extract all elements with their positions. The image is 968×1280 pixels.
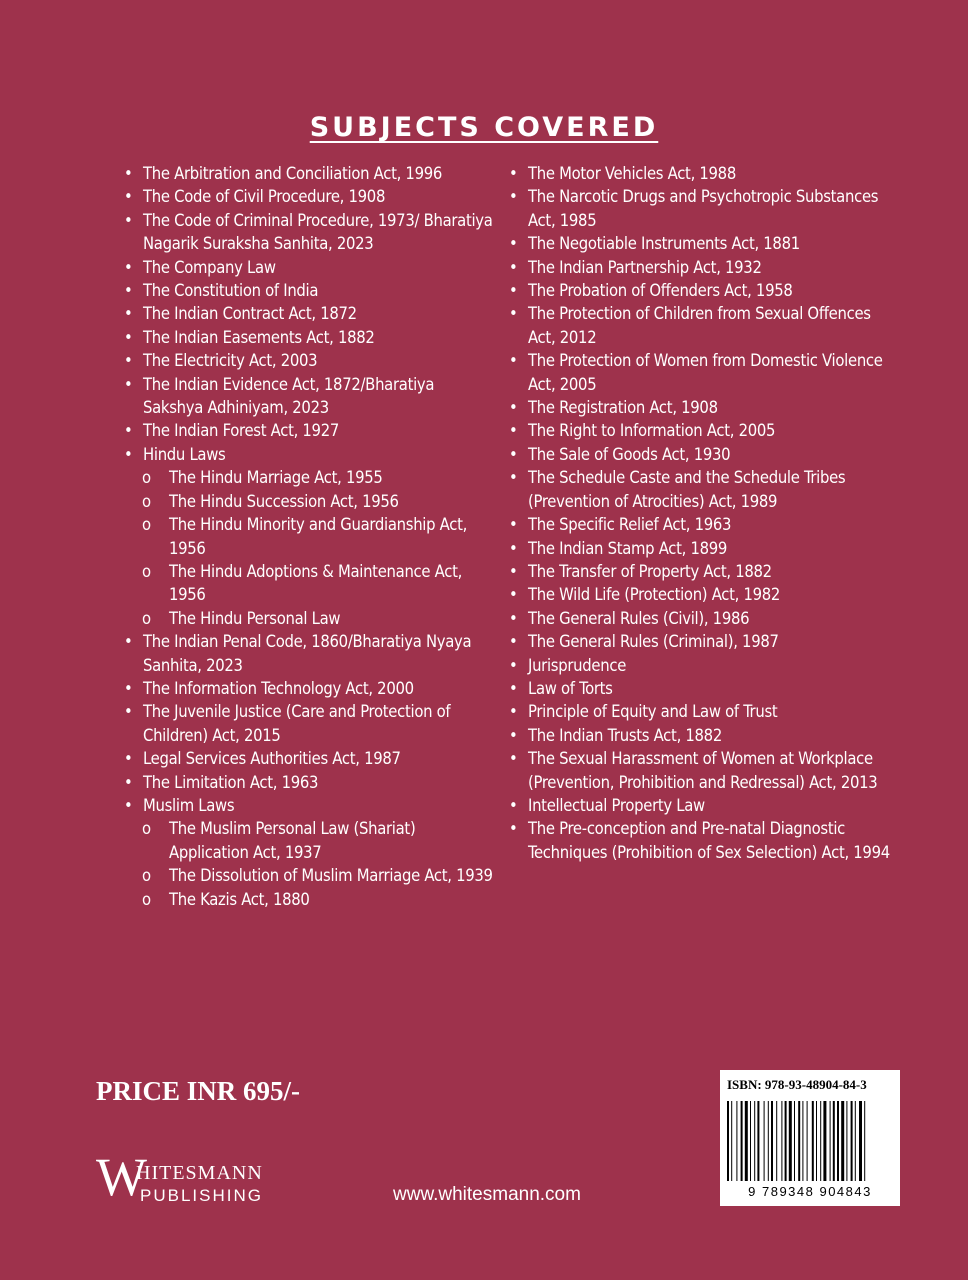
barcode-bar <box>785 1101 787 1181</box>
list-item: • The Indian Trusts Act, 1882 <box>507 724 897 747</box>
sub-list-item: o The Hindu Adoptions & Maintenance Act, 1956 <box>122 560 494 607</box>
list-item: • The Protection of Women from Domestic Violence Act, 2005 <box>507 349 897 396</box>
barcode-bar <box>776 1101 777 1181</box>
barcode-bar <box>794 1101 795 1181</box>
logo-initial: W <box>96 1147 147 1207</box>
barcode-bar <box>812 1101 814 1181</box>
list-item: • Principle of Equity and Law of Trust <box>507 700 897 723</box>
barcode-bar <box>764 1101 765 1181</box>
subjects-list-right <box>507 162 897 864</box>
barcode-bar <box>841 1101 844 1181</box>
list-item: • The Indian Penal Code, 1860/Bharatiya Nyaya Sanhita, 2023 <box>122 630 494 677</box>
barcode-bar <box>807 1101 808 1181</box>
list-item: • The Sexual Harassment of Women at Workplace (Prevention, Prohibition and Redressal) Act, 2013 <box>507 747 897 794</box>
list-item: • Intellectual Property Law <box>507 794 897 817</box>
list-item: • The Registration Act, 1908 <box>507 396 897 419</box>
list-item: • The General Rules (Criminal), 1987 <box>507 630 897 653</box>
barcode-bar <box>741 1101 743 1181</box>
barcode-graphic <box>725 1101 895 1183</box>
list-item: • The General Rules (Civil), 1986 <box>507 607 897 630</box>
list-item: • The Wild Life (Protection) Act, 1982 <box>507 583 897 606</box>
list-item: • The Transfer of Property Act, 1882 <box>507 560 897 583</box>
list-item: • The Constitution of India <box>122 279 494 302</box>
price-label: PRICE INR 695/- <box>96 1076 301 1106</box>
list-item: • The Narcotic Drugs and Psychotropic Substances Act, 1985 <box>507 185 897 232</box>
sub-list-item: o The Hindu Personal Law <box>122 607 494 630</box>
barcode-bar <box>781 1101 782 1181</box>
barcode-bar <box>859 1101 862 1181</box>
list-item: • The Indian Forest Act, 1927 <box>122 419 494 442</box>
list-item: • The Right to Information Act, 2005 <box>507 419 897 442</box>
sub-list-item: o The Hindu Marriage Act, 1955 <box>122 466 494 489</box>
list-item: • The Protection of Children from Sexual Offences Act, 2012 <box>507 302 897 349</box>
barcode-bar <box>736 1101 737 1181</box>
list-item: • The Information Technology Act, 2000 <box>122 677 494 700</box>
website-url: www.whitesmann.com <box>393 1184 581 1205</box>
barcode-bar <box>833 1101 835 1181</box>
list-item: • The Schedule Caste and the Schedule Tribes (Prevention of Atrocities) Act, 1989 <box>507 466 897 513</box>
barcode-bar <box>855 1101 856 1181</box>
list-item: • The Sale of Goods Act, 1930 <box>507 443 897 466</box>
logo-line2: PUBLISHING <box>140 1186 263 1205</box>
publisher-logo <box>96 1147 296 1210</box>
list-item: • The Company Law <box>122 256 494 279</box>
barcode-bar <box>820 1101 821 1181</box>
list-item: • Muslim Laws <box>122 794 494 817</box>
barcode-bar <box>816 1101 817 1181</box>
list-item: • The Pre-conception and Pre-natal Diagnostic Techniques (Prohibition of Sex Selection) Act, 1994 <box>507 817 897 864</box>
list-item: • The Indian Evidence Act, 1872/Bharatiya Sakshya Adhiniyam, 2023 <box>122 373 494 420</box>
sub-list-item: o The Hindu Succession Act, 1956 <box>122 490 494 513</box>
sub-list-item: o The Kazis Act, 1880 <box>122 888 494 911</box>
list-item: • The Indian Stamp Act, 1899 <box>507 537 897 560</box>
list-item: • The Motor Vehicles Act, 1988 <box>507 162 897 185</box>
sub-list-item: o The Hindu Minority and Guardianship Act, 1956 <box>122 513 494 560</box>
barcode-bar <box>802 1101 803 1181</box>
list-item: • The Arbitration and Conciliation Act, 1996 <box>122 162 494 185</box>
list-item: • The Electricity Act, 2003 <box>122 349 494 372</box>
list-item: • The Indian Contract Act, 1872 <box>122 302 494 325</box>
barcode-bar <box>754 1101 755 1181</box>
list-item: • The Code of Criminal Procedure, 1973/ Bharatiya Nagarik Suraksha Sanhita, 2023 <box>122 209 494 256</box>
isbn-label: ISBN: 978-93-48904-84-3 <box>727 1077 867 1092</box>
sub-list-item: o The Dissolution of Muslim Marriage Act, 1939 <box>122 864 494 887</box>
barcode-bar <box>727 1101 729 1181</box>
list-item: • The Specific Relief Act, 1963 <box>507 513 897 536</box>
list-item: • The Negotiable Instruments Act, 1881 <box>507 232 897 255</box>
barcode-bar <box>864 1101 865 1181</box>
sub-list-item: o The Muslim Personal Law (Shariat) Application Act, 1937 <box>122 817 494 864</box>
barcode-bar <box>823 1101 826 1181</box>
barcode-bar <box>731 1101 732 1181</box>
barcode-bar <box>750 1101 751 1181</box>
barcode-digits: 9 789348 904843 <box>748 1184 872 1199</box>
barcode-bar <box>837 1101 839 1181</box>
barcode-bar <box>768 1101 769 1181</box>
list-item: • The Juvenile Justice (Care and Protection of Children) Act, 2015 <box>122 700 494 747</box>
barcode-bar <box>757 1101 759 1181</box>
logo-line1: HITESMANN <box>136 1162 263 1184</box>
barcode-bar <box>830 1101 831 1181</box>
list-item: • Law of Torts <box>507 677 897 700</box>
barcode-bar <box>846 1101 847 1181</box>
subjects-list-left <box>122 162 494 911</box>
barcode-bar <box>798 1101 800 1181</box>
barcode-bar <box>789 1101 792 1181</box>
subjects-heading: SUBJECTS COVERED <box>309 112 659 143</box>
barcode-panel <box>720 1070 900 1206</box>
list-item: • Legal Services Authorities Act, 1987 <box>122 747 494 770</box>
barcode-bar <box>851 1101 853 1181</box>
list-item: • The Probation of Offenders Act, 1958 <box>507 279 897 302</box>
list-item: • The Code of Civil Procedure, 1908 <box>122 185 494 208</box>
list-item: • The Limitation Act, 1963 <box>122 771 494 794</box>
list-item: • The Indian Easements Act, 1882 <box>122 326 494 349</box>
list-item: • Jurisprudence <box>507 654 897 677</box>
barcode-bar <box>745 1101 748 1181</box>
list-item: • The Indian Partnership Act, 1932 <box>507 256 897 279</box>
list-item: • Hindu Laws <box>122 443 494 466</box>
barcode-bar <box>771 1101 773 1181</box>
